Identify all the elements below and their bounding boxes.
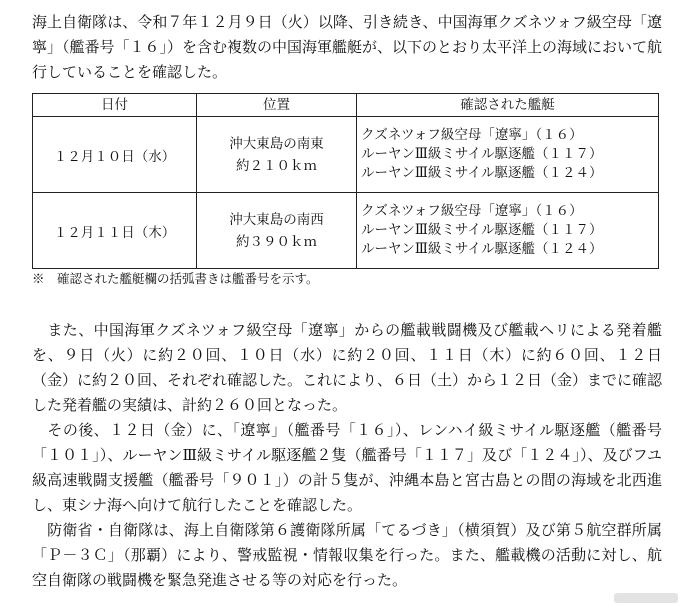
table-row — [33, 193, 659, 269]
ship-line: ルーヤンⅢ級ミサイル駆逐艦（１１７） — [361, 146, 603, 162]
watermark — [614, 593, 678, 603]
ship-line: ルーヤンⅢ級ミサイル駆逐艦（１２４） — [361, 241, 603, 257]
date-cell: １２月１１日（木） — [33, 193, 197, 269]
ship-table — [32, 93, 659, 269]
position-cell — [197, 193, 357, 269]
ship-line: ルーヤンⅢ級ミサイル駆逐艦（１２４） — [361, 165, 603, 181]
position-line: 約２１０ｋｍ — [236, 157, 317, 174]
ship-line: クズネツォフ級空母「遼寧」（１６） — [361, 203, 583, 219]
header-ships: 確認された艦艇 — [357, 94, 659, 117]
intro-paragraph: 海上自衛隊は、令和７年１２月９日（火）以降、引き続き、中国海軍クズネツォフ級空母「遼寧」（艦番号「１６」）を含む複数の中国海軍艦艇が、以下のとおり太平洋上の海域において航行していることを確認した。 — [32, 13, 663, 81]
ships-cell — [357, 117, 659, 193]
position-line: 沖大東島の南東 — [229, 135, 324, 152]
paragraph-transit: その後、１２日（金）に、「遼寧」（艦番号「１６」）、レンハイ級ミサイル駆逐艦（艦番号「１０１」）、ルーヤンⅢ級ミサイル駆逐艦２隻（艦番号「１１７」及び「１２４」）、及びフユ級高速戦闘支援艦（艦番号「９０１」）の計５隻が、沖縄本島と宮古島との間の海域を北西進し、東シナ海へ向けて航行したことを確認した。 — [32, 421, 662, 514]
ship-line: ルーヤンⅢ級ミサイル駆逐艦（１１７） — [361, 222, 603, 238]
ships-cell — [357, 193, 659, 269]
position-line: 沖大東島の南西 — [229, 211, 324, 228]
header-position: 位置 — [197, 94, 357, 117]
paragraph-flight-ops: また、中国海軍クズネツォフ級空母「遼寧」からの艦載戦闘機及び艦載ヘリによる発着艦を、９日（火）に約２０回、１０日（水）に約２０回、１１日（木）に約６０回、１２日（金）に約２０回、それぞれ確認した。これにより、６日（土）から１２日（金）までに確認した発着艦の実績は、計約２６０回となった。 — [32, 321, 663, 414]
paragraph-response: 防衛省・自衛隊は、海上自衛隊第６護衛隊所属「てるづき」（横須賀）及び第５航空群所属「Ｐ－３Ｃ」（那覇）により、警戒監視・情報収集を行った。また、艦載機の活動に対し、航空自衛隊の戦闘機を緊急発進させる等の対応を行った。 — [32, 521, 662, 589]
position-line: 約３９０ｋｍ — [236, 233, 317, 250]
table-header-row — [33, 94, 659, 117]
header-date: 日付 — [33, 94, 197, 117]
table-note: ※ 確認された艦艇欄の括弧書きは艦番号を示す。 — [32, 271, 319, 286]
position-cell — [197, 117, 357, 193]
date-cell: １２月１０日（水） — [33, 117, 197, 193]
ship-line: クズネツォフ級空母「遼寧」（１６） — [361, 127, 583, 143]
table-row — [33, 117, 659, 193]
